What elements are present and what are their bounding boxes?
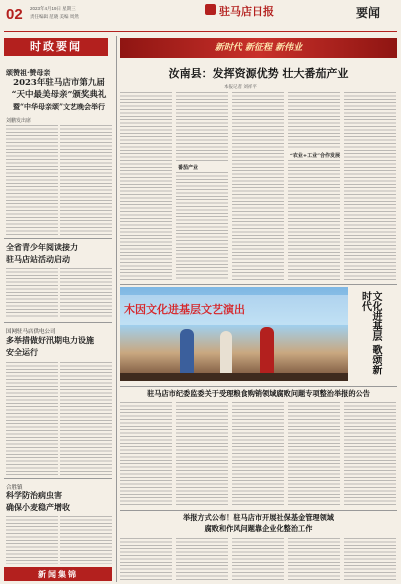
lead-body-col4 (288, 92, 340, 150)
lead-title: 汝南县：发挥资源优势 壮大番茄产业 (168, 67, 349, 80)
lead-body-col3 (232, 92, 284, 280)
story1-body-left (6, 125, 58, 235)
notice-title: 驻马店市纪委监委关于受理粮食购销领域腐败问题专项整治举报的公告 (147, 389, 370, 398)
lead-subhead-1: 番茄产业 (178, 165, 199, 171)
banner (120, 38, 397, 58)
right-divider-1 (120, 284, 397, 285)
bottom-body-col3 (232, 538, 284, 580)
story4-title-b: 确保小麦稳产增收 (6, 502, 70, 512)
notice-body-col3 (232, 402, 284, 506)
masthead-logo-icon (205, 4, 216, 15)
editor-line: 责任编辑 范晓 美编 周然 (30, 14, 79, 19)
right-divider-2 (120, 386, 397, 387)
story4-title-a: 科学防治病虫害 (6, 490, 62, 500)
notice-body-col2 (176, 402, 228, 506)
lead-body-col1 (120, 92, 172, 280)
left-divider-3 (4, 478, 112, 479)
story1-kicker: 颂赞祖·赞母亲 (6, 68, 51, 77)
footer-title: 新闻集锦 (38, 569, 78, 579)
stage-photo (120, 287, 348, 381)
story3-body (6, 362, 58, 475)
story1-byline: 刘鹏发出席 (6, 118, 32, 124)
left-divider-1 (4, 238, 112, 239)
lead-body-col2 (176, 92, 228, 162)
column-separator (116, 36, 117, 582)
lead-byline: 本报记者 刘祥平 (224, 85, 257, 90)
notice-body-col4 (288, 402, 340, 506)
footer-title-box (4, 567, 112, 581)
story4-body (6, 516, 58, 564)
stage-floor (120, 373, 348, 381)
story1-title-a: 2023年驻马店市第九届 (13, 78, 105, 88)
lead-body-col2b (176, 172, 228, 280)
story2-title-b: 驻马店站活动启动 (6, 254, 70, 264)
photo-side-title: 文化进基层 歌颂新时代 (359, 291, 381, 375)
header-rule (4, 31, 397, 32)
performer-1 (180, 329, 194, 375)
story1-title-b: “天中最美母亲”颁奖典礼 (11, 90, 107, 100)
column-title: 时政要闻 (30, 40, 82, 53)
stage-text: 木因文化进基层文艺演出 (124, 303, 245, 316)
bottom-body-col4 (288, 538, 340, 580)
notice-body-col1 (120, 402, 172, 506)
story3-title-b: 安全运行 (6, 347, 38, 357)
notice-body-col5 (344, 402, 396, 506)
bottom-body-col5 (344, 538, 396, 580)
story4-body-b (60, 516, 112, 564)
lead-body-col4b (288, 160, 340, 280)
bottom-body-col1 (120, 538, 172, 580)
bottom-title-a: 举报方式公布！驻马店市开展社保基金管理领域 (183, 513, 334, 522)
bottom-title-b: 腐败和作风问题靠企业化整治工作 (204, 524, 313, 533)
column-title-box (4, 38, 108, 56)
story4-kicker: 合胜镇 (6, 485, 23, 491)
lead-body-col5 (344, 92, 396, 280)
story2-body (6, 268, 58, 318)
lead-subhead-2: “农业+工业”合作发展 (290, 153, 340, 159)
story1-body-right (60, 125, 112, 235)
masthead: 驻马店日报 (219, 5, 274, 18)
story2-body-b (60, 268, 112, 318)
left-divider-2 (4, 322, 112, 323)
story3-kicker: 国网驻马店供电公司 (6, 329, 56, 335)
date-line: 2023年4月19日 星期三 (30, 6, 76, 11)
section-name: 要闻 (356, 6, 381, 20)
performer-3 (260, 327, 274, 375)
banner-text: 新时代 新征程 新伟业 (214, 43, 303, 53)
story1-title-c: 暨“中华母亲颂”文艺晚会举行 (12, 102, 106, 111)
story2-title-a: 全省青少年阅读接力 (6, 242, 78, 252)
page-number: 02 (6, 6, 23, 23)
bottom-body-col2 (176, 538, 228, 580)
story3-body-b (60, 362, 112, 475)
photo-side-box (350, 287, 397, 381)
story3-title-a: 多举措做好汛期电力设施 (6, 335, 94, 345)
right-divider-3 (120, 510, 397, 511)
performer-2 (220, 331, 232, 375)
